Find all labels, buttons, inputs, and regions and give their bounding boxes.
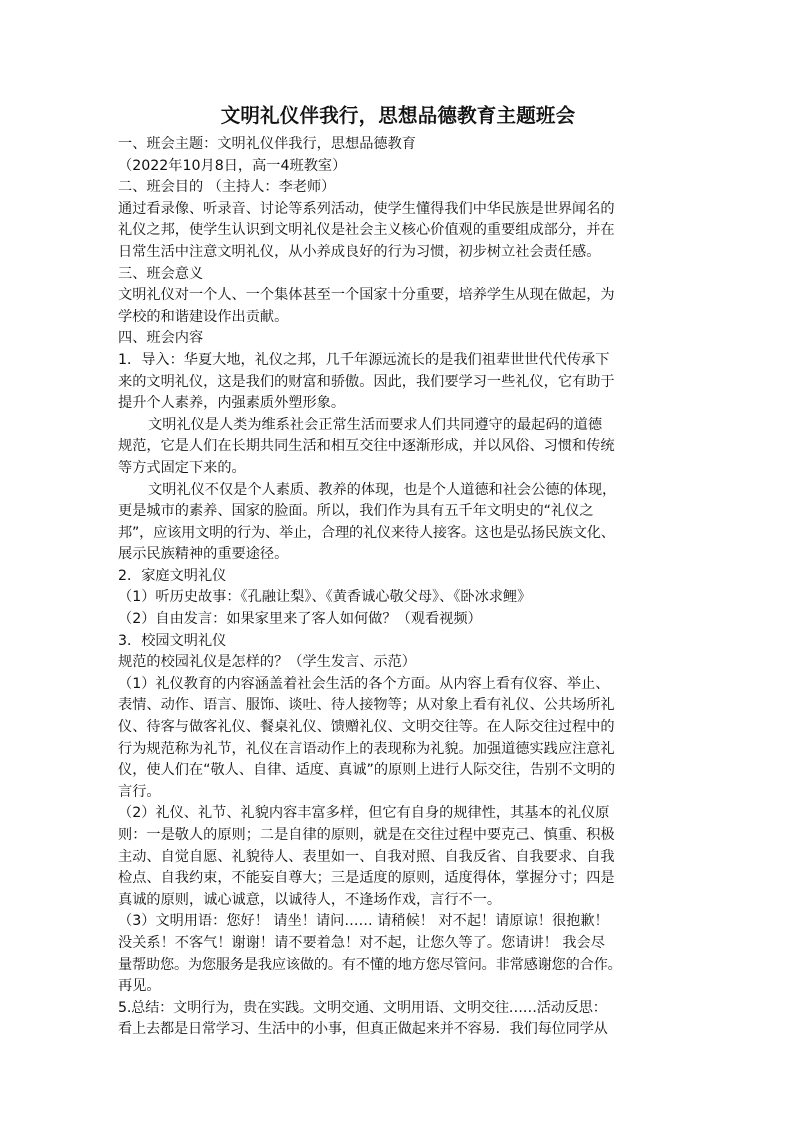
body-line: 展示民族精神的重要途径。 xyxy=(118,546,289,563)
summary-line: 5.总结：文明行为，贵在实践。文明交通、文明用语、文明交往……活动反思： xyxy=(118,999,607,1016)
body-line: （2）礼仪、礼节、礼貌内容丰富多样，但它有自身的规律性，其基本的礼仪原 xyxy=(118,805,610,822)
body-line: 礼仪之邦，使学生认识到文明礼仪是社会主义核心价值观的重要组成部分，并在 xyxy=(118,222,615,239)
list-item: （1）听历史故事：《孔融让梨》、《黄香诚心敬父母》、《卧冰求鲤》 xyxy=(118,589,532,606)
document-page xyxy=(118,100,678,1041)
body-line: 检点、自我约束，不能妄自尊大；三是适度的原则，适度得体，掌握分寸；四是 xyxy=(118,870,615,887)
body-line: 通过看录像、听录音、讨论等系列活动，使学生懂得我们中华民族是世界闻名的 xyxy=(118,200,615,217)
body-line: 没关系！不客气！谢谢！请不要着急！对不起，让您久等了。您请讲！ 我会尽 xyxy=(118,934,605,951)
body-line: 表情、动作、语言、服饰、谈吐、待人接物等；从对象上看有礼仪、公共场所礼 xyxy=(118,697,615,714)
body-line: 等方式固定下来的。 xyxy=(118,459,246,476)
section-heading-theme: 一、班会主题：文明礼仪伴我行，思想品德教育 xyxy=(118,136,416,152)
body-line: 言行。 xyxy=(118,783,161,800)
body-line: 文明礼仪对一个人、一个集体甚至一个国家十分重要，培养学生从现在做起，为 xyxy=(118,287,615,304)
body-line: 仪、待客与做客礼仪、餐桌礼仪、馈赠礼仪、文明交往等。在人际交往过程中的 xyxy=(118,719,615,736)
body-line: 来的文明礼仪，这是我们的财富和骄傲。因此，我们要学习一些礼仪，它有助于 xyxy=(118,373,615,390)
body-line: 仪，使人们在“敬人、自律、适度、真诚”的原则上进行人际交往，告别不文明的 xyxy=(118,762,616,779)
body-line: 量帮助您。为您服务是我应该做的。有不懂的地方您尽管问。非常感谢您的合作。 xyxy=(118,956,622,973)
body-line: 规范的校园礼仪是怎样的？（学生发言、示范） xyxy=(118,654,416,671)
body-line: （3）文明用语：您好！ 请坐！请问…… 请稍候！ 对不起！请原谅！很抱歉！ xyxy=(118,913,609,930)
subheading-campus-etiquette: 3．校园文明礼仪 xyxy=(118,632,227,649)
body-line: 学校的和谐建设作出贡献。 xyxy=(118,308,289,325)
body-line: （1）礼仪教育的内容涵盖着社会生活的各个方面。从内容上看有仪容、举止、 xyxy=(118,675,610,692)
document-body xyxy=(118,134,678,1041)
section-heading-purpose: 二、班会目的 （主持人：李老师） xyxy=(118,179,336,196)
summary-line: 看上去都是日常学习、生活中的小事，但真正做起来并不容易．我们每位同学从 xyxy=(118,1021,608,1038)
body-line: 行为规范称为礼节，礼仪在言语动作上的表现称为礼貌。加强道德实践应注意礼 xyxy=(118,740,615,757)
body-line: 1．导入：华夏大地，礼仪之邦，几千年源远流长的是我们祖辈世世代代传承下 xyxy=(118,351,610,368)
body-line: 邦”，应该用文明的行为、举止，合理的礼仪来待人接客。这也是弘扬民族文化、 xyxy=(118,524,615,541)
section-heading-content: 四、班会内容 xyxy=(118,330,204,347)
list-item: （2）自由发言：如果家里来了客人如何做？（观看视频） xyxy=(118,611,482,628)
body-line: 规范，它是人们在长期共同生活和相互交往中逐渐形成，并以风俗、习惯和传统 xyxy=(118,438,615,455)
body-line: 主动、自觉自愿、礼貌待人、表里如一、自我对照、自我反省、自我要求、自我 xyxy=(118,848,615,865)
document-title: 文明礼仪伴我行，思想品德教育主题班会 xyxy=(220,104,576,127)
subheading-family-etiquette: 2．家庭文明礼仪 xyxy=(118,567,227,584)
body-line: 文明礼仪是人类为维系社会正常生活而要求人们共同遵守的最起码的道德 xyxy=(148,416,603,433)
section-heading-significance: 三、班会意义 xyxy=(118,265,204,282)
body-line: 提升个人素养，内强素质外塑形象。 xyxy=(118,395,346,412)
body-line: 更是城市的素养、国家的脸面。所以，我们作为具有五千年文明史的“礼仪之 xyxy=(118,503,594,520)
body-line: 文明礼仪不仅是个人素质、教养的体现，也是个人道德和社会公德的体现， xyxy=(148,481,617,498)
body-line: 再见。 xyxy=(118,978,161,995)
body-line: 日常生活中注意文明礼仪，从小养成良好的行为习惯，初步树立社会责任感。 xyxy=(118,243,601,260)
date-location-line: （2022年10月8日，高一4班教室） xyxy=(118,157,347,174)
body-line: 则：一是敬人的原则；二是自律的原则，就是在交往过程中要克己、慎重、积极 xyxy=(118,827,615,843)
body-line: 真诚的原则，诚心诚意，以诚待人，不逢场作戏，言行不一。 xyxy=(118,891,502,908)
